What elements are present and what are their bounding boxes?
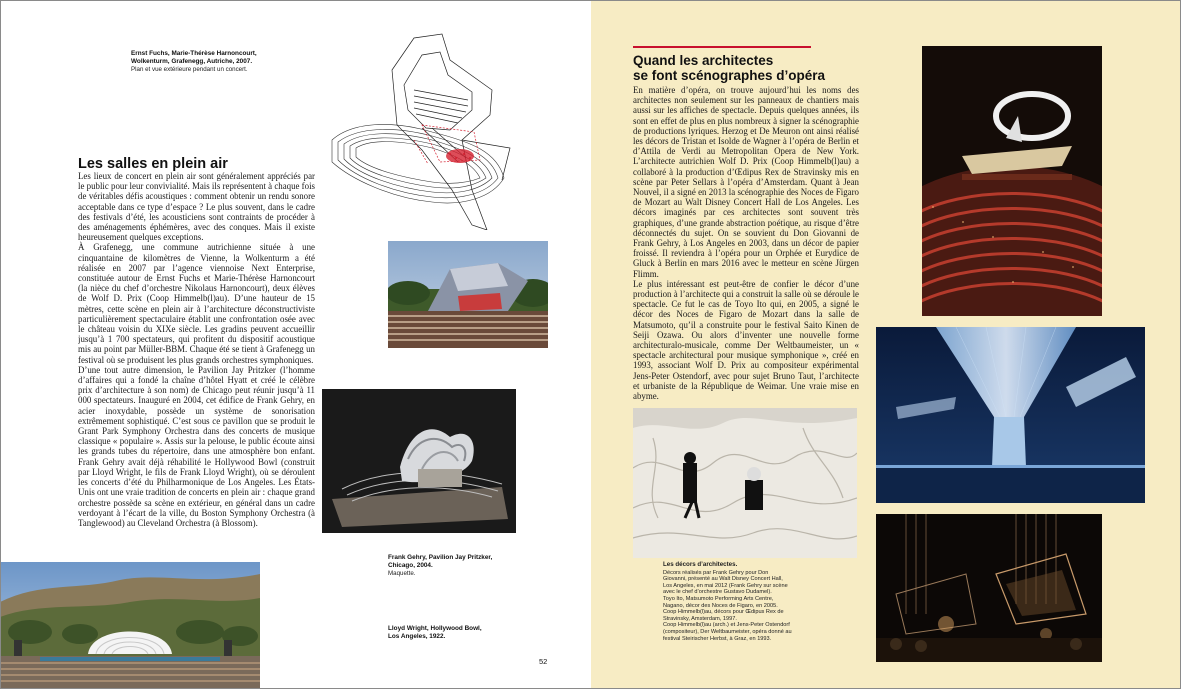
pritzker-pavilion-model-photo <box>322 389 516 533</box>
credit-oedipus-rex: Coop Himmelb(l)au, décors pour Œdipus Rex de Stravinsky, Amsterdam, 1997. <box>663 609 784 622</box>
matsumoto-auditorium-photo <box>922 46 1102 316</box>
left-paragraph-1: Les lieux de concert en plein air sont généralement appréciés par le public pour leur convivialité. Mais ils représentent à chaque fois de véritables défis acoustiques : comment obtenir un rendu sonore acceptable dans ce type d’espace ? Le plus souvent, dans le cadre des festivals d’été, les acousticiens sont contraints de procéder à des aménagements éphémères, avec des conques. Mais il existe heureusement quelques exceptions. <box>78 171 315 243</box>
heading-architects-line2: se font scénographes d’opéra <box>633 68 826 83</box>
caption-gehry-title: Frank Gehry, Pavilion Jay Pritzker, Chicago, 2004. <box>388 554 493 569</box>
hollywood-bowl-photo <box>0 562 260 689</box>
caption-gehry-subtitle: Maquette. <box>388 570 416 577</box>
weltbaumeister-stage-photo <box>876 514 1102 662</box>
don-giovanni-paper-set-photo <box>633 408 857 558</box>
right-body-text <box>633 85 859 403</box>
caption-fuchs-subtitle: Plan et vue extérieure pendant un concert. <box>131 66 248 73</box>
heading-accent-rule <box>633 46 811 48</box>
decor-credits <box>663 562 793 642</box>
right-paragraph-1: En matière d’opéra, on trouve aujourd’hui les noms des architectes non seulement sur les panneaux de chantiers mais aussi sur les affiches de spectacle. Depuis quelques années, ils sont en effet de plus en plus nombreux à signer la scénographie de productions lyriques. Herzog et De Meuron ont ainsi réalisé les décors de Tristan et Isolde de Wagner à l’opéra de Berlin et d’Attila de Verdi au Metropolitan Opera de New York. L’architecte autrichien Wolf D. Prix (Coop Himmelb(l)au) a collaboré à la production d’Œdipus Rex de Stravinsky mis en scène par Peter Sellars à l’opéra d’Amsterdam. Quant à Jean Nouvel, il a signé en 2013 la scénographie des Noces de Figaro de Mozart au Walt Disney Concert Hall de Los Angeles. Les décors imaginés par ces architectes sont souvent très graphiques, d’une grande abstraction poétique, au risque d’être déconnectés du sujet. On se souvient du Don Giovanni de Frank Gehry, à Los Angeles en 2003, dans un décor de papier froissé. Il reviendra à l’opéra pour un Orphée et Eurydice de Gluck à Berlin en mars 2016 avec le metteur en scène Jürgen Flimm. <box>633 85 859 279</box>
wolkenturm-concert-photo <box>388 241 548 348</box>
heading-architects-line1: Quand les architectes <box>633 53 774 68</box>
right-page <box>591 0 1181 689</box>
left-paragraph-2: À Grafenegg, une commune autrichienne située à une cinquantaine de kilomètres de Vienne, la Wolkenturm a été réalisée en 2007 par l’agence viennoise Next Enterprise, constituée autour de Ernst Fuchs et Marie-Thérèse Harnoncourt (la nièce du chef d’orchestre Nikolaus Harnoncourt), deux élèves de Wolf D. Prix (Coop Himmelb(l)au). D’une hauteur de 15 mètres, cette scène en plein air à l’architecture déconstructiviste particulièrement spectaculaire établit une confrontation osée avec le château voisin du XIXe siècle. Les gradins peuvent accueillir jusqu’à 1 700 spectateurs, qui profitent du dispositif acoustique mis au point par Müller-BBM. Chaque été se tient à Grafenegg un festival où se produisent les plus grands orchestres symphoniques. <box>78 242 315 365</box>
credit-don-giovanni: Décors réalisés par Frank Gehry pour Don Giovanni, présenté au Walt Disney Concert Hall, Los Angeles, en mai 2012 (Frank Gehry sur scène avec le chef d’orchestre Gustavo Dudamel). <box>663 569 788 596</box>
left-body-text <box>78 171 315 536</box>
credit-weltbaumeister: Coop Himmelb(l)au (arch.) et Jens-Peter Ostendorf (compositeur), Der Weltbaumeister, opéra donné au festival Steirischer Herbst, à Graz, en 1993. <box>663 622 792 642</box>
caption-fuchs-title: Ernst Fuchs, Marie-Thérèse Harnoncourt, Wolkenturm, Grafenegg, Autriche, 2007. <box>131 50 257 65</box>
oedipus-rex-stage-photo <box>876 327 1145 503</box>
left-paragraph-3: D’une tout autre dimension, le Pavilion Jay Pritzker (l’homme d’affaires qui a fondé la chaîne d’hôtel Hyatt et créé le célèbre prix d’architecture à son nom) de Chicago peut réunir jusqu’à 11 000 spectateurs. Inauguré en 2004, cet édifice de Frank Gehry, en acier inoxydable, possède un système de sonorisation extrêmement sophistiqué. C’est sous ce pavillon que se produit le Grant Park Symphony Orchestra dans des concerts de musique classique « populaire ». Assis sur la pelouse, le public écoute ainsi les grands tubes du répertoire, dans une atmosphère bon enfant. Frank Gehry avait déjà réhabilité le Hollywood Bowl (construit par Lloyd Wright, le fils de Frank Lloyd Wright), où se déroulent les concerts d’été du Philharmonique de Los Angeles. Les États-Unis ont une vraie tradition de concerts en plein air : chaque grand orchestre possède sa scène en extérieur, en général dans un cadre verdoyant à l’écart de la ville, du Boston Symphony Orchestra (à Tanglewood) au Cleveland Orchestra (à Blossom). <box>78 364 315 528</box>
caption-wright-title: Lloyd Wright, Hollywood Bowl, Los Angeles, 1922. <box>388 625 482 640</box>
page-number: 52 <box>539 657 548 666</box>
credits-title: Les décors d’architectes. <box>663 561 738 568</box>
heading-outdoor-halls: Les salles en plein air <box>78 156 228 172</box>
right-paragraph-2: Le plus intéressant est peut-être de confier le décor d’une production à l’architecte qui a construit la salle où se déroule le spectacle. Ce fut le cas de Toyo Ito qui, en 2005, a signé le décor des Noces de Figaro de Mozart dans la salle de Matsumoto, qu’il a construite pour le festival Saito Kinen de Seiji Ozawa. Ou alors d’inventer une nouvelle forme architecturalo-musicale, comme Der Weltbaumeister, un « spectacle architectural pour musique symphonique », créé en 1993, associant Wolf D. Prix au compositeur expérimental Jens-Peter Ostendorf, avec pour sujet Bruno Taut, l’architecte et urbaniste de la République de Weimar. Une vraie mise en abyme. <box>633 278 859 402</box>
credit-toyo-ito: Toyo Ito, Matsumoto Performing Arts Centre, Nagano, décor des Noces de Figaro, en 2005. <box>663 595 778 609</box>
wolkenturm-plan-drawing <box>322 30 528 230</box>
